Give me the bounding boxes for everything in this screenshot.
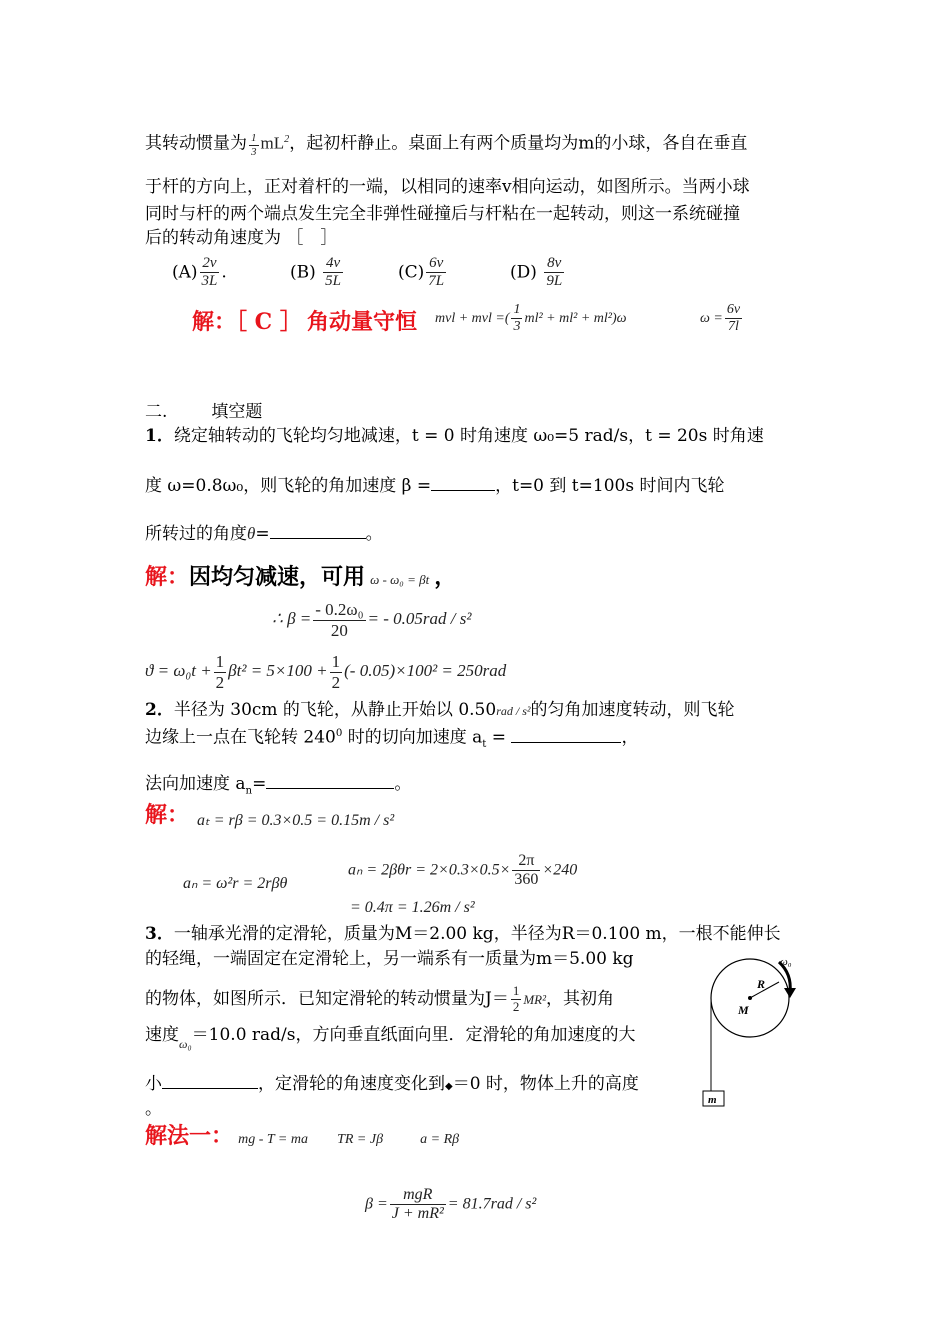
option-a: (A) $\frac{2v}{3L}$ . — [172, 255, 227, 290]
q-prev-line3: 同时与杆的两个端点发生完全非弹性碰撞后与杆粘在一起转动，则这一系统碰撞 — [145, 204, 740, 224]
pulley-figure — [700, 948, 800, 1113]
option-d: (D) $\frac{8v}{9L}$ — [510, 255, 563, 290]
q3-final-equation: β = $\frac{\text{mgR}}{\text{J + mR²}}$ = 81.7rad / s² — [365, 1186, 537, 1223]
q-prev-line4: 后的转动角速度为 ［ ］ — [145, 228, 338, 248]
q3-line4: 速度$_{\omega_0}$＝10.0 rad/s，方向垂直纸面向里．定滑轮的角加速度的大 — [145, 1025, 636, 1051]
fig-label-R: R — [757, 977, 766, 991]
fig-label-M: M — [738, 1003, 749, 1017]
q1-solution-heading: 解：因均匀减速，可用 ω - ω₀ = βt ， — [145, 564, 457, 590]
q2-line1: 2．半径为 30cm 的飞轮，从静止开始以 0.50rad / s²的匀角加速度转动，则飞轮 — [145, 700, 735, 720]
section-heading: 二. 填空题 — [145, 402, 263, 422]
q2-eq-at: aₜ = rβ = 0.3×0.5 = 0.15m / s² — [197, 812, 395, 829]
q3-line6: 。 — [145, 1099, 162, 1119]
q-prev-answer-equation: mvl + mvl =( $\frac{1}{3}$ ml² + ml² + ml²)ω — [435, 302, 627, 335]
q3-line5: 小 ，定滑轮的角速度变化到◆＝0 时，物体上升的高度 — [145, 1074, 639, 1094]
q-prev-answer: 解：［ C ］ 角动量守恒 — [192, 309, 417, 335]
q-prev-answer-omega: ω = $\frac{6v}{7l}$ — [700, 302, 741, 335]
option-c: (C) $\frac{6v}{7L}$ — [398, 255, 445, 290]
q2-line2: 边缘上一点在飞轮转 $240^0$ 时的切向加速度 $a_t$ = ， — [145, 727, 639, 751]
q1-line2: 度 ω=0.8ω₀，则飞轮的角加速度 β = ，t=0 到 t=100s 时间内飞轮 — [145, 476, 725, 496]
q2-eq-an-def: aₙ = ω²r = 2rβθ — [183, 875, 288, 892]
option-b: (B) $\frac{4v}{5L}$ — [290, 255, 342, 290]
rotation-arrow-head — [784, 988, 796, 998]
q2-eq-an: aₙ = 2βθr = 2×0.3×0.5× $\frac{2\pi}{360}$ ×240 — [348, 852, 578, 889]
fig-label-omega0: ω₀ — [780, 956, 792, 968]
q1-line3: 所转过的角度θ= 。 — [145, 524, 383, 544]
q1-line1: 1．绕定轴转动的飞轮均匀地减速，t = 0 时角速度 ω₀=5 rad/s，t = 20s 时角速 — [145, 426, 764, 446]
fig-label-m: m — [708, 1094, 717, 1106]
q-prev-line1: 其转动惯量为 $\frac{1}{3}$ $mL^2$，起初杆静止。桌面上有两个质量均为m的小球，各自在垂直 — [145, 132, 748, 158]
q3-line2: 的轻绳，一端固定在定滑轮上，另一端系有一质量为m＝5.00 kg — [145, 949, 634, 969]
q3-solution: 解法一： mg - T = ma TR = Jβ a = Rβ — [145, 1123, 460, 1149]
q2-line3: 法向加速度 $a_n=$ 。 — [145, 774, 412, 797]
q2-eq-an-result: = 0.4π = 1.26m / s² — [350, 899, 475, 916]
q1-eq-beta: ∴ β = $\frac{\text{- 0.2ω₀}}{20}$ = - 0.05rad / s² — [272, 600, 472, 640]
q3-line3: 的物体，如图所示．已知定滑轮的转动惯量为J＝ $\frac{1}{2}$ MR²，其初角 — [145, 983, 614, 1014]
q2-solution-label: 解： — [145, 802, 190, 828]
q-prev-line2: 于杆的方向上，正对着杆的一端，以相同的速率v相向运动，如图所示。当两小球 — [145, 177, 750, 197]
q3-line1: 3．一轴承光滑的定滑轮，质量为M＝2.00 kg，半径为R＝0.100 m，一根不能伸长 — [145, 924, 781, 944]
q1-eq-theta: ϑ = ω₀t + $\frac{1}{2}$ βt² = 5×100 + $\frac{1}{2}$ (- 0.05)×100² = 250rad — [145, 652, 507, 692]
